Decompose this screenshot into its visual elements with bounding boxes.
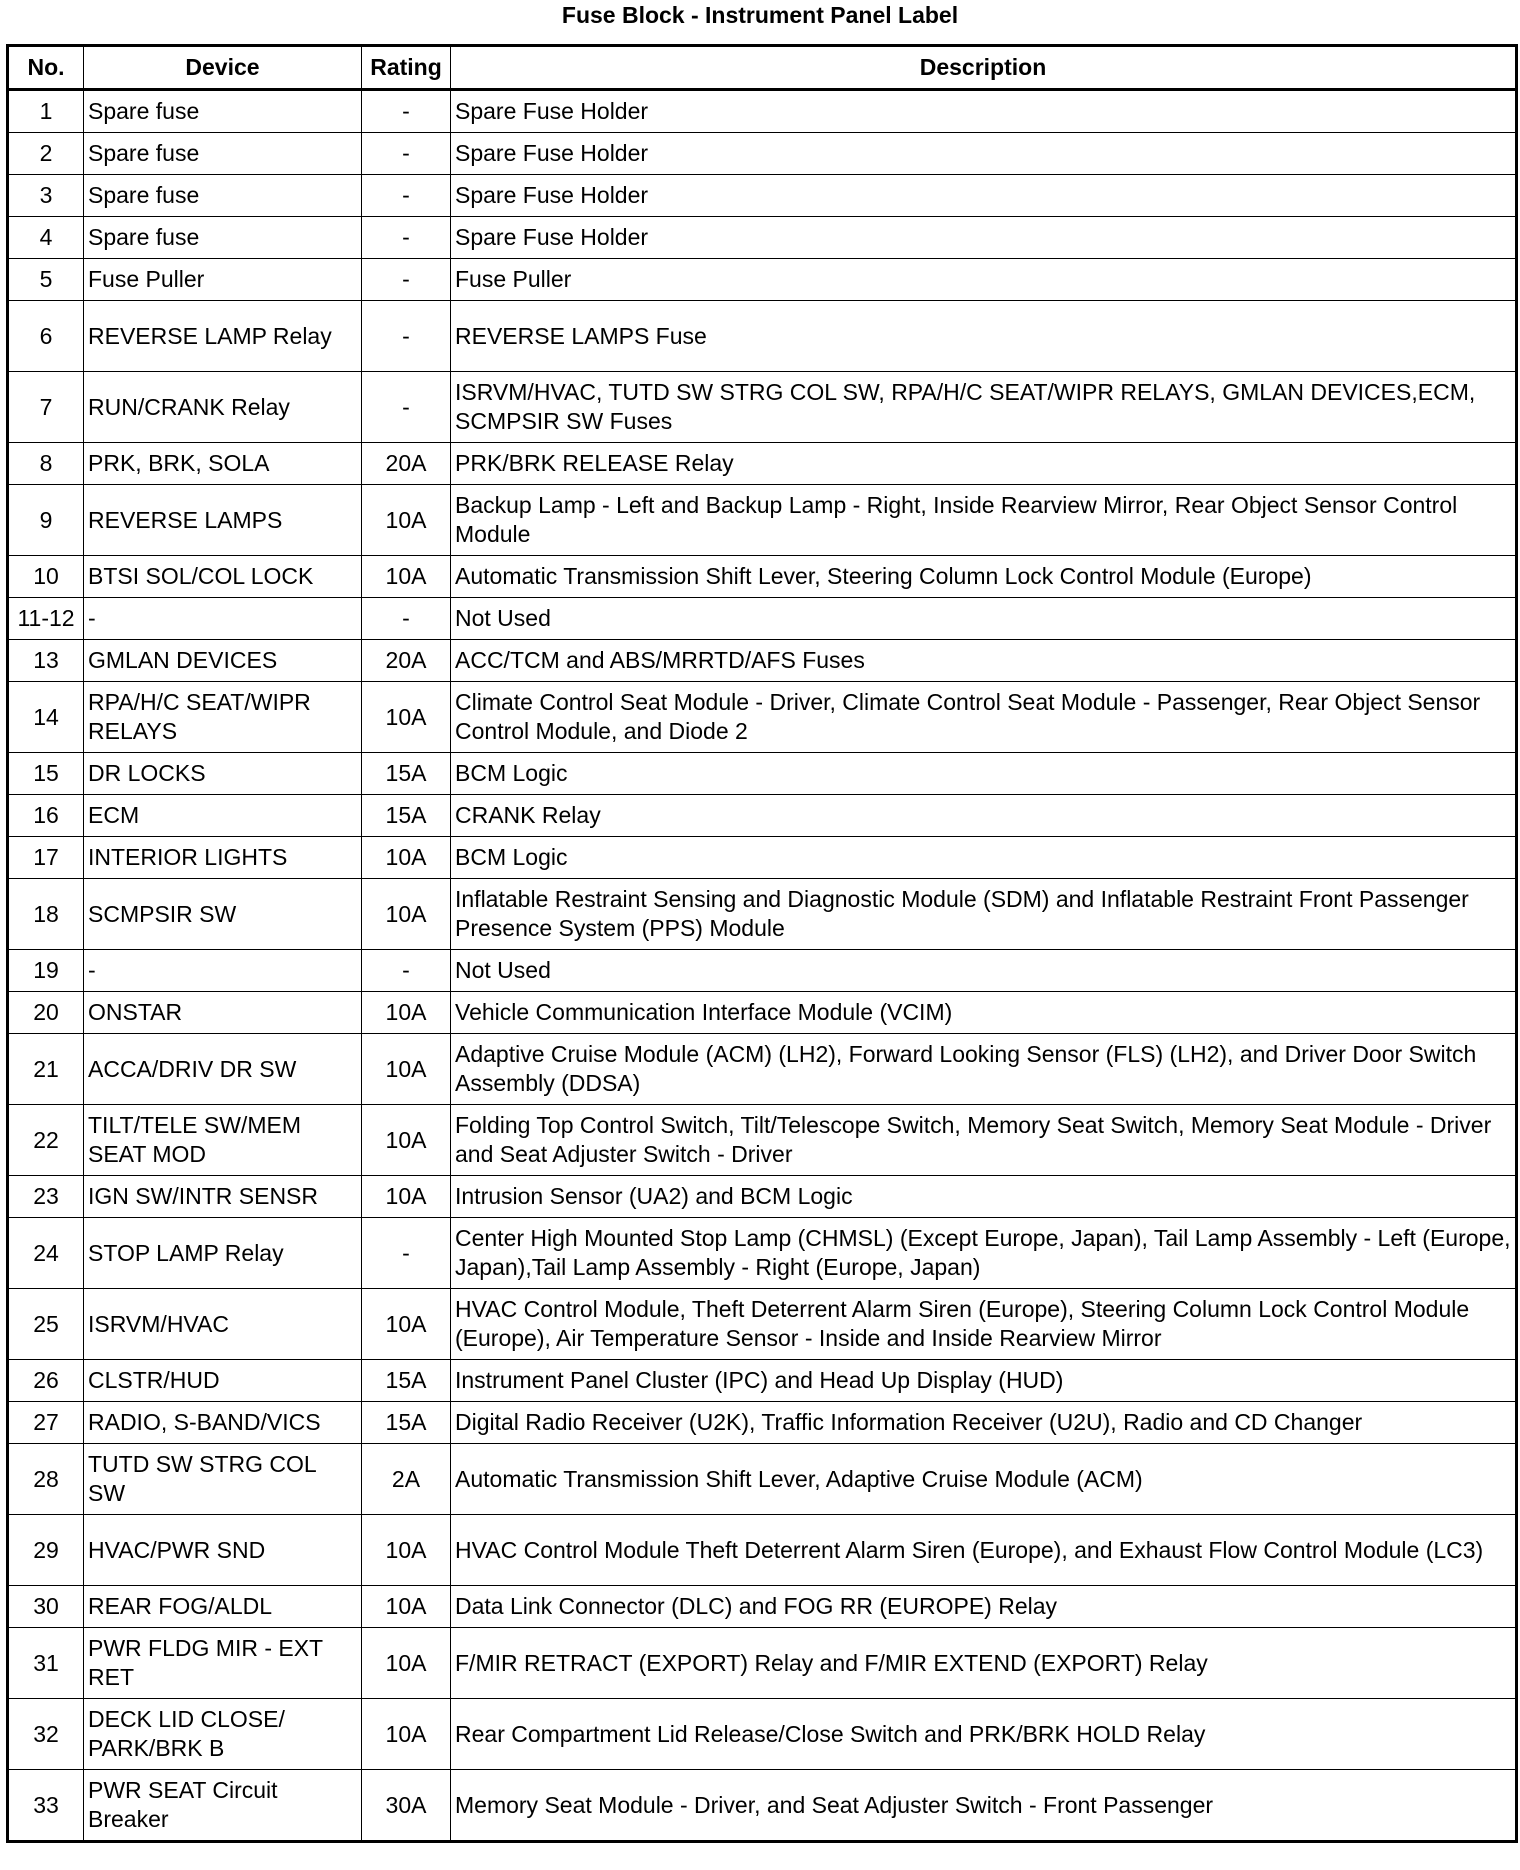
cell-device: GMLAN DEVICES	[84, 640, 362, 682]
cell-device: SCMPSIR SW	[84, 879, 362, 950]
table-row	[8, 485, 1517, 556]
cell-device: CLSTR/HUD	[84, 1360, 362, 1402]
cell-device: ISRVM/HVAC	[84, 1289, 362, 1360]
cell-rating: 2A	[362, 1444, 451, 1515]
cell-rating: 10A	[362, 1176, 451, 1218]
cell-no: 21	[8, 1034, 84, 1105]
cell-description: Center High Mounted Stop Lamp (CHMSL) (Except Europe, Japan), Tail Lamp Assembly - Left (Europe, Japan),Tail Lamp Assembly - Right (Europe, Japan)	[451, 1218, 1517, 1289]
cell-no: 30	[8, 1586, 84, 1628]
cell-description: Spare Fuse Holder	[451, 90, 1517, 133]
cell-no: 24	[8, 1218, 84, 1289]
table-row	[8, 682, 1517, 753]
cell-no: 15	[8, 753, 84, 795]
cell-rating: 10A	[362, 837, 451, 879]
table-row	[8, 1628, 1517, 1699]
table-row	[8, 301, 1517, 372]
cell-device: DR LOCKS	[84, 753, 362, 795]
cell-device: RPA/H/C SEAT/WIPR RELAYS	[84, 682, 362, 753]
cell-description: Data Link Connector (DLC) and FOG RR (EUROPE) Relay	[451, 1586, 1517, 1628]
cell-rating: 10A	[362, 556, 451, 598]
cell-description: Folding Top Control Switch, Tilt/Telescope Switch, Memory Seat Switch, Memory Seat Module - Driver and Seat Adjuster Switch - Driver	[451, 1105, 1517, 1176]
cell-description: CRANK Relay	[451, 795, 1517, 837]
cell-rating: -	[362, 598, 451, 640]
cell-rating: 10A	[362, 1699, 451, 1770]
cell-device: -	[84, 598, 362, 640]
table-row	[8, 90, 1517, 133]
cell-description: Backup Lamp - Left and Backup Lamp - Right, Inside Rearview Mirror, Rear Object Sensor Control Module	[451, 485, 1517, 556]
header-device: Device	[84, 46, 362, 90]
cell-description: Memory Seat Module - Driver, and Seat Adjuster Switch - Front Passenger	[451, 1770, 1517, 1842]
cell-rating: -	[362, 301, 451, 372]
header-rating: Rating	[362, 46, 451, 90]
cell-rating: 10A	[362, 992, 451, 1034]
cell-device: Spare fuse	[84, 175, 362, 217]
cell-no: 14	[8, 682, 84, 753]
page-title: Fuse Block - Instrument Panel Label	[561, 2, 959, 28]
cell-device: PWR FLDG MIR - EXT RET	[84, 1628, 362, 1699]
cell-rating: 10A	[362, 682, 451, 753]
cell-device: PWR SEAT Circuit Breaker	[84, 1770, 362, 1842]
cell-rating: 15A	[362, 795, 451, 837]
cell-device: Fuse Puller	[84, 259, 362, 301]
cell-device: -	[84, 950, 362, 992]
cell-device: ACCA/DRIV DR SW	[84, 1034, 362, 1105]
cell-no: 22	[8, 1105, 84, 1176]
table-row	[8, 217, 1517, 259]
cell-rating: 10A	[362, 1515, 451, 1586]
cell-description: Spare Fuse Holder	[451, 133, 1517, 175]
cell-description: ISRVM/HVAC, TUTD SW STRG COL SW, RPA/H/C SEAT/WIPR RELAYS, GMLAN DEVICES,ECM, SCMPSIR SW Fuses	[451, 372, 1517, 443]
cell-rating: 20A	[362, 443, 451, 485]
cell-description: REVERSE LAMPS Fuse	[451, 301, 1517, 372]
cell-no: 31	[8, 1628, 84, 1699]
cell-no: 3	[8, 175, 84, 217]
cell-description: Not Used	[451, 950, 1517, 992]
table-row	[8, 1402, 1517, 1444]
cell-no: 6	[8, 301, 84, 372]
table-row	[8, 598, 1517, 640]
table-row	[8, 259, 1517, 301]
cell-rating: 10A	[362, 1628, 451, 1699]
table-row	[8, 837, 1517, 879]
cell-no: 29	[8, 1515, 84, 1586]
cell-no: 17	[8, 837, 84, 879]
cell-description: Not Used	[451, 598, 1517, 640]
table-row	[8, 175, 1517, 217]
fuse-table	[6, 44, 1518, 1843]
cell-no: 27	[8, 1402, 84, 1444]
cell-description: Rear Compartment Lid Release/Close Switch and PRK/BRK HOLD Relay	[451, 1699, 1517, 1770]
cell-no: 28	[8, 1444, 84, 1515]
cell-no: 2	[8, 133, 84, 175]
cell-no: 7	[8, 372, 84, 443]
cell-rating: -	[362, 133, 451, 175]
cell-rating: -	[362, 175, 451, 217]
cell-description: Adaptive Cruise Module (ACM) (LH2), Forward Looking Sensor (FLS) (LH2), and Driver Door Switch Assembly (DDSA)	[451, 1034, 1517, 1105]
cell-rating: 15A	[362, 1402, 451, 1444]
cell-description: HVAC Control Module, Theft Deterrent Alarm Siren (Europe), Steering Column Lock Control Module (Europe), Air Temperature Sensor - Inside and Inside Rearview Mirror	[451, 1289, 1517, 1360]
table-row	[8, 1515, 1517, 1586]
header-no: No.	[8, 46, 84, 90]
cell-description: Vehicle Communication Interface Module (VCIM)	[451, 992, 1517, 1034]
cell-rating: 15A	[362, 753, 451, 795]
cell-device: IGN SW/INTR SENSR	[84, 1176, 362, 1218]
cell-no: 13	[8, 640, 84, 682]
cell-no: 1	[8, 90, 84, 133]
table-row	[8, 992, 1517, 1034]
cell-device: TUTD SW STRG COL SW	[84, 1444, 362, 1515]
cell-device: Spare fuse	[84, 90, 362, 133]
table-header-row	[8, 46, 1517, 90]
cell-rating: -	[362, 372, 451, 443]
table-row	[8, 1218, 1517, 1289]
cell-rating: 10A	[362, 1289, 451, 1360]
table-row	[8, 372, 1517, 443]
header-description: Description	[451, 46, 1517, 90]
table-row	[8, 753, 1517, 795]
table-row	[8, 1105, 1517, 1176]
cell-description: Automatic Transmission Shift Lever, Adaptive Cruise Module (ACM)	[451, 1444, 1517, 1515]
cell-rating: -	[362, 217, 451, 259]
cell-no: 9	[8, 485, 84, 556]
cell-no: 16	[8, 795, 84, 837]
cell-description: Intrusion Sensor (UA2) and BCM Logic	[451, 1176, 1517, 1218]
cell-no: 19	[8, 950, 84, 992]
cell-device: RUN/CRANK Relay	[84, 372, 362, 443]
cell-description: ACC/TCM and ABS/MRRTD/AFS Fuses	[451, 640, 1517, 682]
cell-no: 18	[8, 879, 84, 950]
table-row	[8, 950, 1517, 992]
cell-no: 25	[8, 1289, 84, 1360]
table-row	[8, 1444, 1517, 1515]
cell-rating: 10A	[362, 1586, 451, 1628]
cell-device: ECM	[84, 795, 362, 837]
cell-no: 33	[8, 1770, 84, 1842]
cell-description: Digital Radio Receiver (U2K), Traffic Information Receiver (U2U), Radio and CD Changer	[451, 1402, 1517, 1444]
table-row	[8, 1586, 1517, 1628]
cell-device: REVERSE LAMP Relay	[84, 301, 362, 372]
cell-description: F/MIR RETRACT (EXPORT) Relay and F/MIR EXTEND (EXPORT) Relay	[451, 1628, 1517, 1699]
table-row	[8, 1699, 1517, 1770]
cell-description: Spare Fuse Holder	[451, 217, 1517, 259]
cell-no: 26	[8, 1360, 84, 1402]
cell-device: INTERIOR LIGHTS	[84, 837, 362, 879]
cell-no: 32	[8, 1699, 84, 1770]
cell-no: 11-12	[8, 598, 84, 640]
table-row	[8, 443, 1517, 485]
cell-rating: -	[362, 90, 451, 133]
table-row	[8, 1176, 1517, 1218]
cell-rating: 10A	[362, 485, 451, 556]
table-row	[8, 1770, 1517, 1842]
cell-no: 20	[8, 992, 84, 1034]
cell-rating: -	[362, 259, 451, 301]
cell-rating: 10A	[362, 879, 451, 950]
cell-no: 8	[8, 443, 84, 485]
cell-description: Instrument Panel Cluster (IPC) and Head Up Display (HUD)	[451, 1360, 1517, 1402]
cell-device: PRK, BRK, SOLA	[84, 443, 362, 485]
cell-rating: 10A	[362, 1105, 451, 1176]
cell-rating: 15A	[362, 1360, 451, 1402]
table-row	[8, 640, 1517, 682]
cell-device: REVERSE LAMPS	[84, 485, 362, 556]
cell-device: ONSTAR	[84, 992, 362, 1034]
cell-description: Automatic Transmission Shift Lever, Steering Column Lock Control Module (Europe)	[451, 556, 1517, 598]
cell-device: STOP LAMP Relay	[84, 1218, 362, 1289]
cell-rating: -	[362, 950, 451, 992]
cell-description: Spare Fuse Holder	[451, 175, 1517, 217]
cell-device: HVAC/PWR SND	[84, 1515, 362, 1586]
cell-device: RADIO, S-BAND/VICS	[84, 1402, 362, 1444]
cell-device: TILT/TELE SW/MEM SEAT MOD	[84, 1105, 362, 1176]
cell-no: 4	[8, 217, 84, 259]
table-row	[8, 879, 1517, 950]
cell-device: BTSI SOL/COL LOCK	[84, 556, 362, 598]
table-row	[8, 556, 1517, 598]
cell-device: REAR FOG/ALDL	[84, 1586, 362, 1628]
cell-description: BCM Logic	[451, 753, 1517, 795]
cell-rating: -	[362, 1218, 451, 1289]
table-body	[8, 90, 1517, 1842]
cell-no: 10	[8, 556, 84, 598]
cell-description: Inflatable Restraint Sensing and Diagnostic Module (SDM) and Inflatable Restraint Front Passenger Presence System (PPS) Module	[451, 879, 1517, 950]
cell-device: Spare fuse	[84, 133, 362, 175]
cell-rating: 20A	[362, 640, 451, 682]
cell-device: Spare fuse	[84, 217, 362, 259]
cell-description: Climate Control Seat Module - Driver, Climate Control Seat Module - Passenger, Rear Object Sensor Control Module, and Diode 2	[451, 682, 1517, 753]
table-row	[8, 1289, 1517, 1360]
cell-no: 5	[8, 259, 84, 301]
cell-rating: 30A	[362, 1770, 451, 1842]
cell-description: HVAC Control Module Theft Deterrent Alarm Siren (Europe), and Exhaust Flow Control Module (LC3)	[451, 1515, 1517, 1586]
cell-description: Fuse Puller	[451, 259, 1517, 301]
table-row	[8, 1034, 1517, 1105]
cell-description: BCM Logic	[451, 837, 1517, 879]
table-row	[8, 1360, 1517, 1402]
cell-description: PRK/BRK RELEASE Relay	[451, 443, 1517, 485]
table-row	[8, 133, 1517, 175]
cell-no: 23	[8, 1176, 84, 1218]
cell-rating: 10A	[362, 1034, 451, 1105]
cell-device: DECK LID CLOSE/ PARK/BRK B	[84, 1699, 362, 1770]
table-row	[8, 795, 1517, 837]
